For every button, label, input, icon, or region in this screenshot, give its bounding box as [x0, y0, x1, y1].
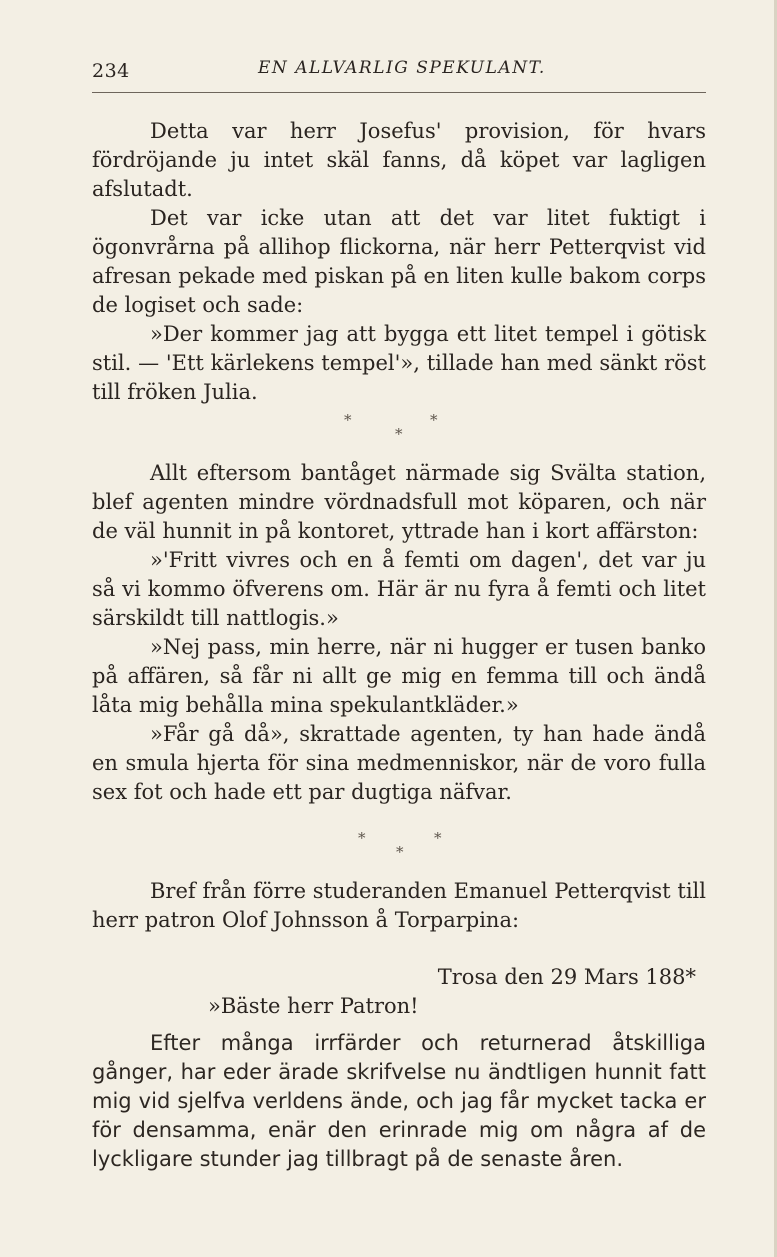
letter-intro: Bref från förre studeranden Emanuel Petterqvist till herr patron Olof Johnsson å Torparpina:	[92, 879, 706, 932]
separator-asterisk: *	[344, 411, 352, 429]
paragraph: Det var icke utan att det var litet fuktigt i ögonvrårna på allihop flickorna, när herr Petterqvist vid afresan pekade med piskan på en liten kulle bakom corps de logiset och sade:	[92, 206, 706, 317]
running-title: EN ALLVARLIG SPEKULANT.	[258, 58, 546, 78]
header-rule	[92, 92, 706, 93]
section-separator	[92, 407, 706, 459]
separator-asterisk: *	[434, 829, 442, 847]
letter-body: Efter många irrfärder och returnerad åtskilliga gånger, har eder ärade skrifvelse nu ändtligen hunnit fatt mig vid sjelfva verldens ände, och jag får mycket tacka er för densamma, enär den erinrade mig om några af de lyckligare stunder jag tillbragt på de senaste åren.	[92, 1031, 706, 1171]
separator-asterisk: *	[358, 829, 366, 847]
page-header	[92, 58, 706, 82]
separator-asterisk: *	[430, 411, 438, 429]
paragraph: »Der kommer jag att bygga ett litet tempel i götisk stil. — 'Ett kärlekens tempel'», tillade han med sänkt röst till fröken Julia.	[92, 322, 706, 404]
letter-salutation: »Bäste herr Patron!	[208, 994, 419, 1018]
paragraph: »Nej pass, min herre, när ni hugger er tusen banko på affären, så får ni allt ge mig en femma till och ändå låta mig behålla mina spekulantkläder.»	[92, 635, 706, 717]
section-separator	[92, 825, 706, 877]
separator-asterisk: *	[395, 425, 403, 443]
paragraph: Allt eftersom bantåget närmade sig Svälta station, blef agenten mindre vördnadsfull mot köparen, och när de väl hunnit in på kontoret, yttrade han i kort affärston:	[92, 461, 706, 543]
paragraph: »'Fritt vivres och en å femti om dagen', det var ju så vi kommo öfverens om. Här är nu fyra å femti och litet särskildt till nattlogis.»	[92, 548, 706, 630]
paragraph: Detta var herr Josefus' provision, för hvars fördröjande ju intet skäl fanns, då köpet var lagligen afslutadt.	[92, 119, 706, 201]
page-body	[92, 117, 706, 1174]
separator-asterisk: *	[396, 843, 404, 861]
paragraph: »Får gå då», skrattade agenten, ty han hade ändå en smula hjerta för sina medmenniskor, när de voro fulla sex fot och hade ett par dugtiga näfvar.	[92, 722, 706, 804]
letter-place-date: Trosa den 29 Mars 188*	[437, 965, 696, 989]
page-number: 234	[92, 60, 130, 82]
